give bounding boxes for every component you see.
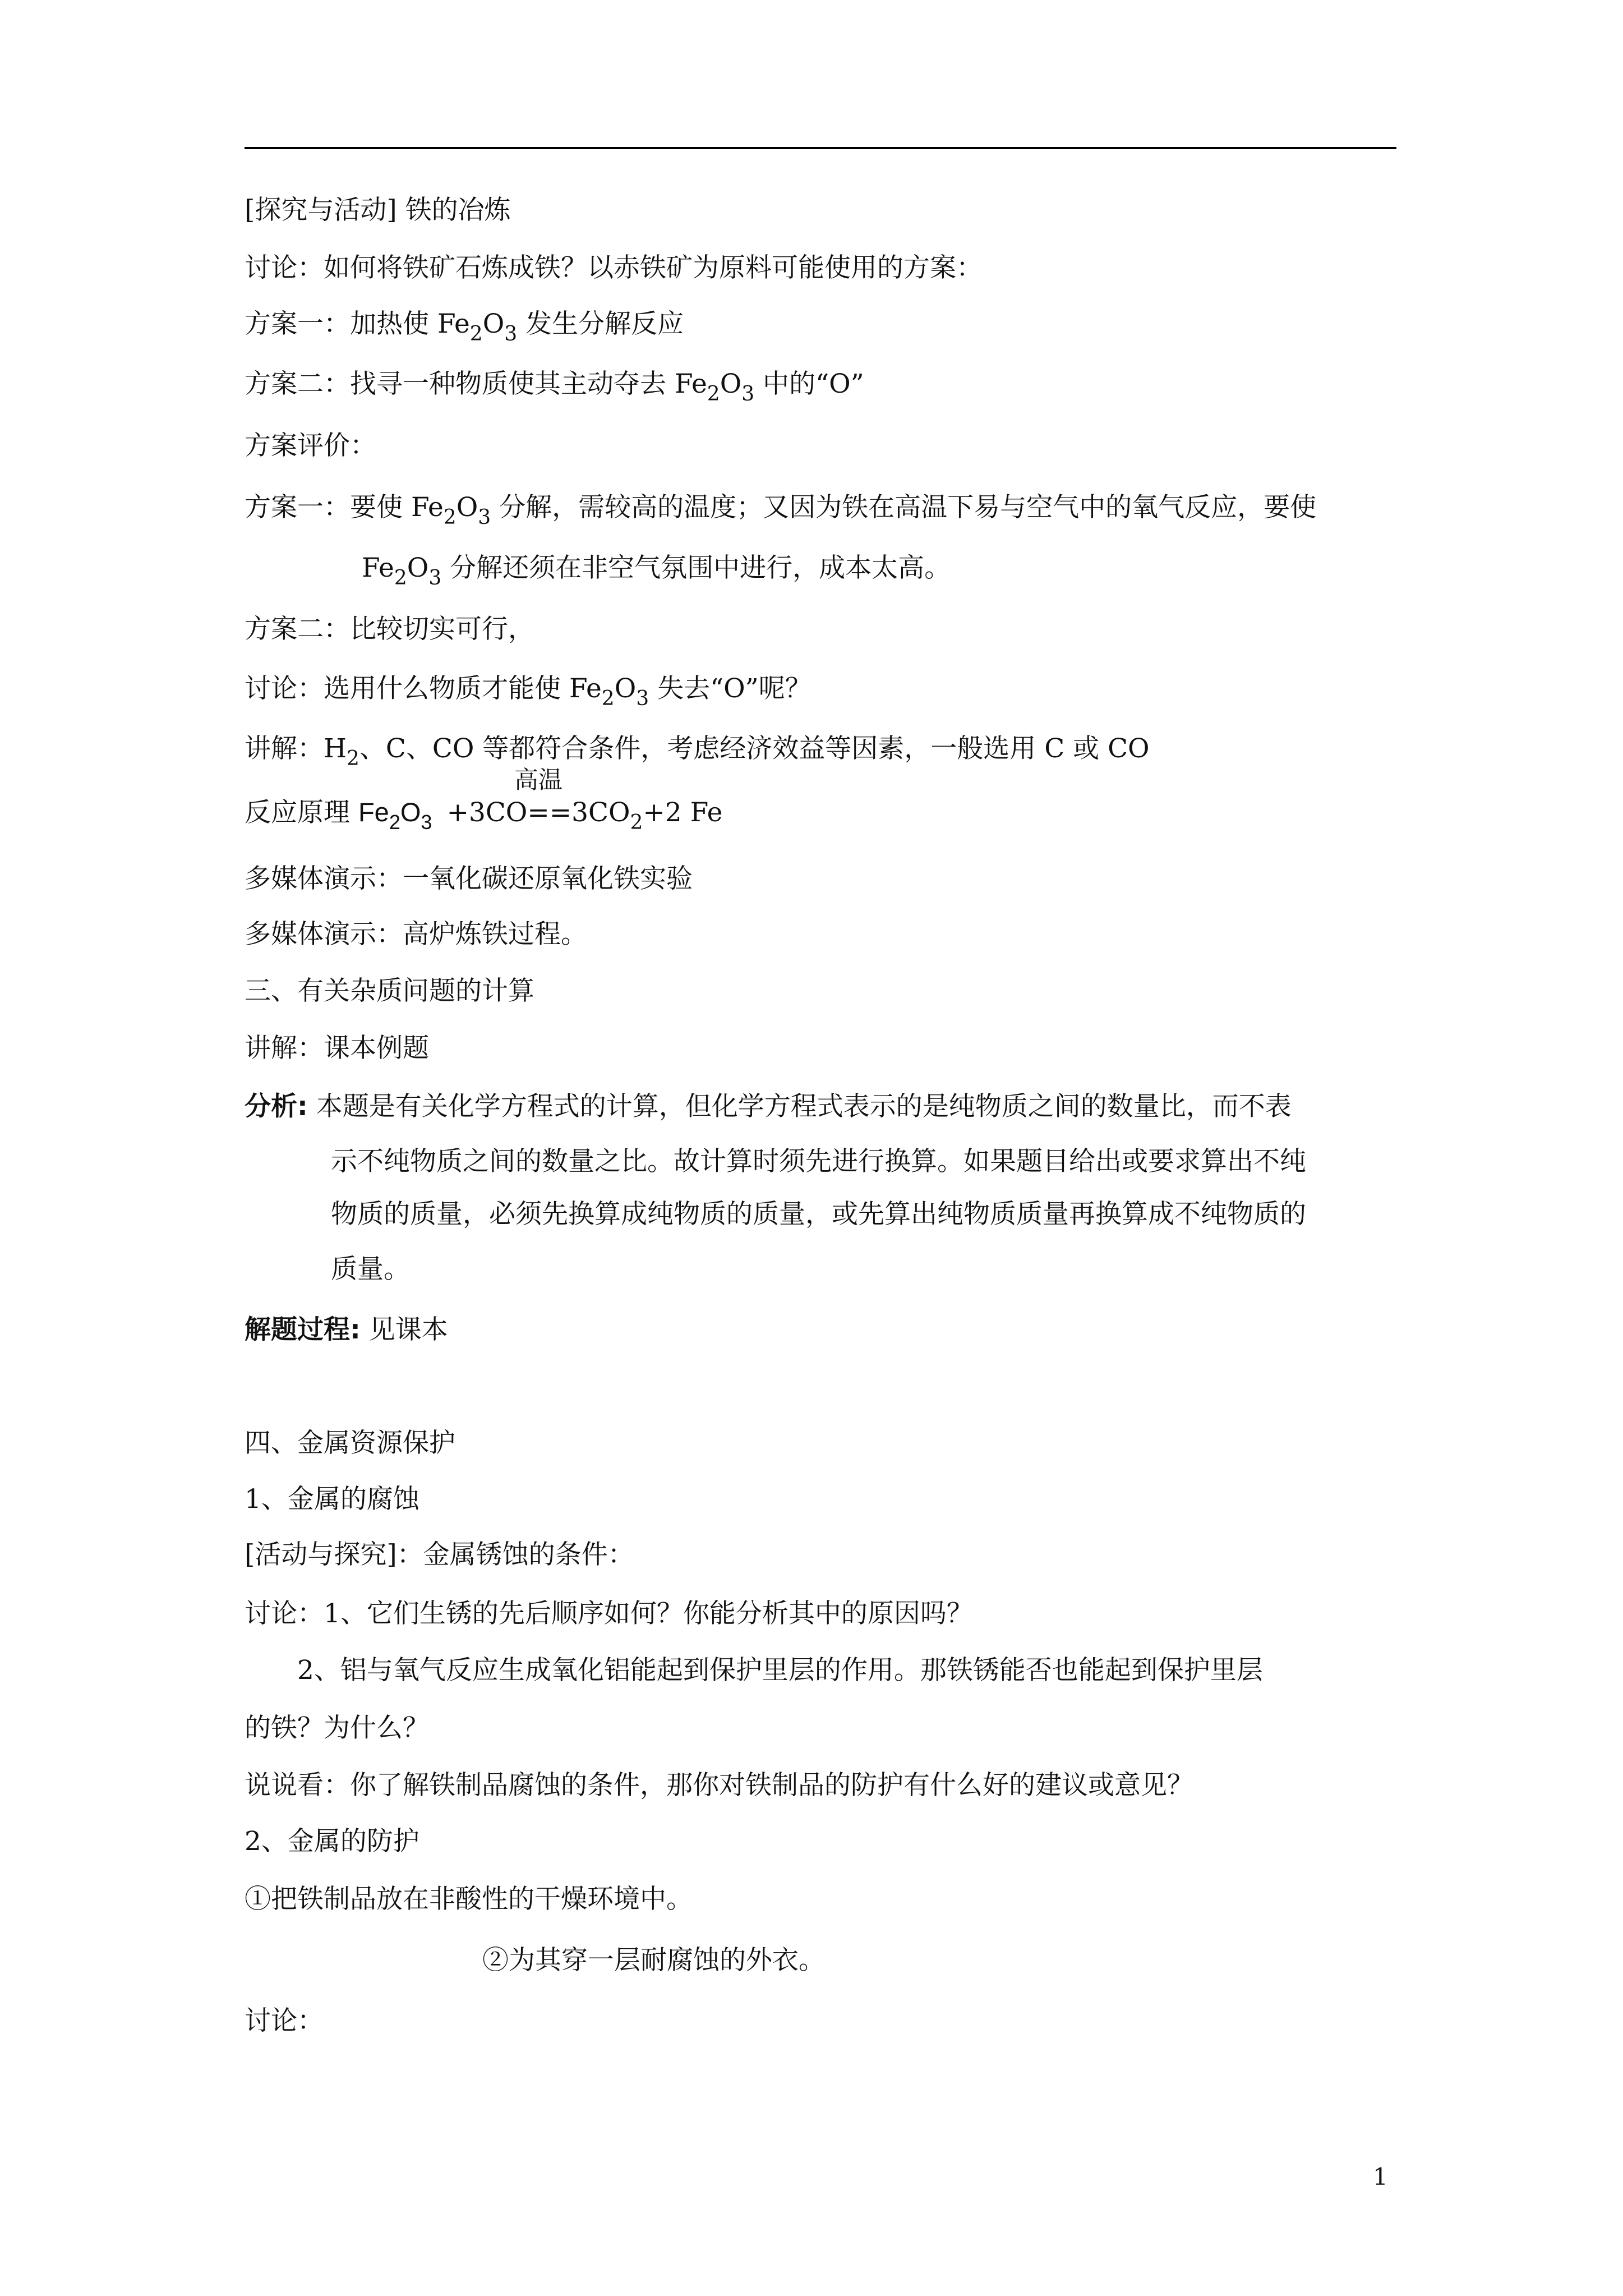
section-heading-iron-smelting: [探究与活动] 铁的冶炼: [245, 195, 511, 226]
analysis-line: 质量。: [331, 1254, 410, 1285]
text-line: 多媒体演示：一氧化碳还原氧化铁实验: [245, 863, 693, 894]
list-item: ②为其穿一层耐腐蚀的外衣。: [482, 1945, 825, 1976]
text-line: 方案一：要使 $Fe_2O_3$ 分解，需较高的温度；又因为铁在高温下易与空气中的氧气反应，要使: [245, 492, 1317, 529]
text-line: 讲解：$H_2$、C、CO 等都符合条件，考虑经济效益等因素，一般选用 C 或 CO: [245, 733, 1150, 770]
text-line: 方案一：加热使 $Fe_2O_3$ 发生分解反应: [245, 309, 684, 346]
section-heading-metal-protection: 四、金属资源保护: [245, 1428, 455, 1458]
text-line: $Fe_2O_3$ 分解还须在非空气氛围中进行，成本太高。: [362, 553, 951, 590]
text-line: 讨论：: [245, 2005, 324, 2036]
list-item: ①把铁制品放在非酸性的干燥环境中。: [245, 1884, 693, 1915]
analysis-line: 分析: 本题是有关化学方程式的计算，但化学方程式表示的是纯物质之间的数量比，而不表: [245, 1091, 1292, 1122]
section-heading-impurity-calc: 三、有关杂质问题的计算: [245, 976, 534, 1006]
text-line: 2、铝与氧气反应生成氧化铝能起到保护里层的作用。那铁锈能否也能起到保护里层: [297, 1655, 1263, 1686]
page-number: 1: [1373, 2163, 1388, 2191]
text-line: 讨论：1、它们生锈的先后顺序如何？你能分析其中的原因吗？: [245, 1598, 973, 1629]
text-line: 的铁？为什么？: [245, 1713, 429, 1743]
text-line: 说说看：你了解铁制品腐蚀的条件，那你对铁制品的防护有什么好的建议或意见？: [245, 1770, 1193, 1801]
reaction-equation: 反应原理 $Fe_2O_3$ 高温 $+3CO==3CO_2+2$ Fe: [245, 795, 723, 832]
text-line: 方案二：比较切实可行，: [245, 614, 534, 645]
text-line: 方案评价：: [245, 430, 376, 461]
solution-line: 解题过程: 见课本: [245, 1314, 448, 1345]
text-line: 多媒体演示：高炉炼铁过程。: [245, 919, 587, 950]
text-line: 讨论：如何将铁矿石炼成铁？以赤铁矿为原料可能使用的方案：: [245, 252, 983, 283]
text-line: [活动与探究]：金属锈蚀的条件：: [245, 1539, 634, 1570]
reaction-condition: 高温: [514, 766, 563, 794]
text-line: 讨论：选用什么物质才能使 $Fe_2O_3$ 失去“O”呢？: [245, 673, 811, 710]
analysis-line: 示不纯物质之间的数量之比。故计算时须先进行换算。如果题目给出或要求算出不纯: [331, 1146, 1306, 1177]
text-line: 方案二：找寻一种物质使其主动夺去 $Fe_2O_3$ 中的“O”: [245, 369, 864, 406]
text-line: 讲解：课本例题: [245, 1033, 429, 1064]
analysis-line: 物质的质量，必须先换算成纯物质的质量，或先算出纯物质质量再换算成不纯物质的: [331, 1199, 1306, 1230]
subheading-corrosion: 1、金属的腐蚀: [245, 1484, 419, 1515]
header-rule: [245, 147, 1396, 149]
subheading-protection: 2、金属的防护: [245, 1826, 419, 1857]
